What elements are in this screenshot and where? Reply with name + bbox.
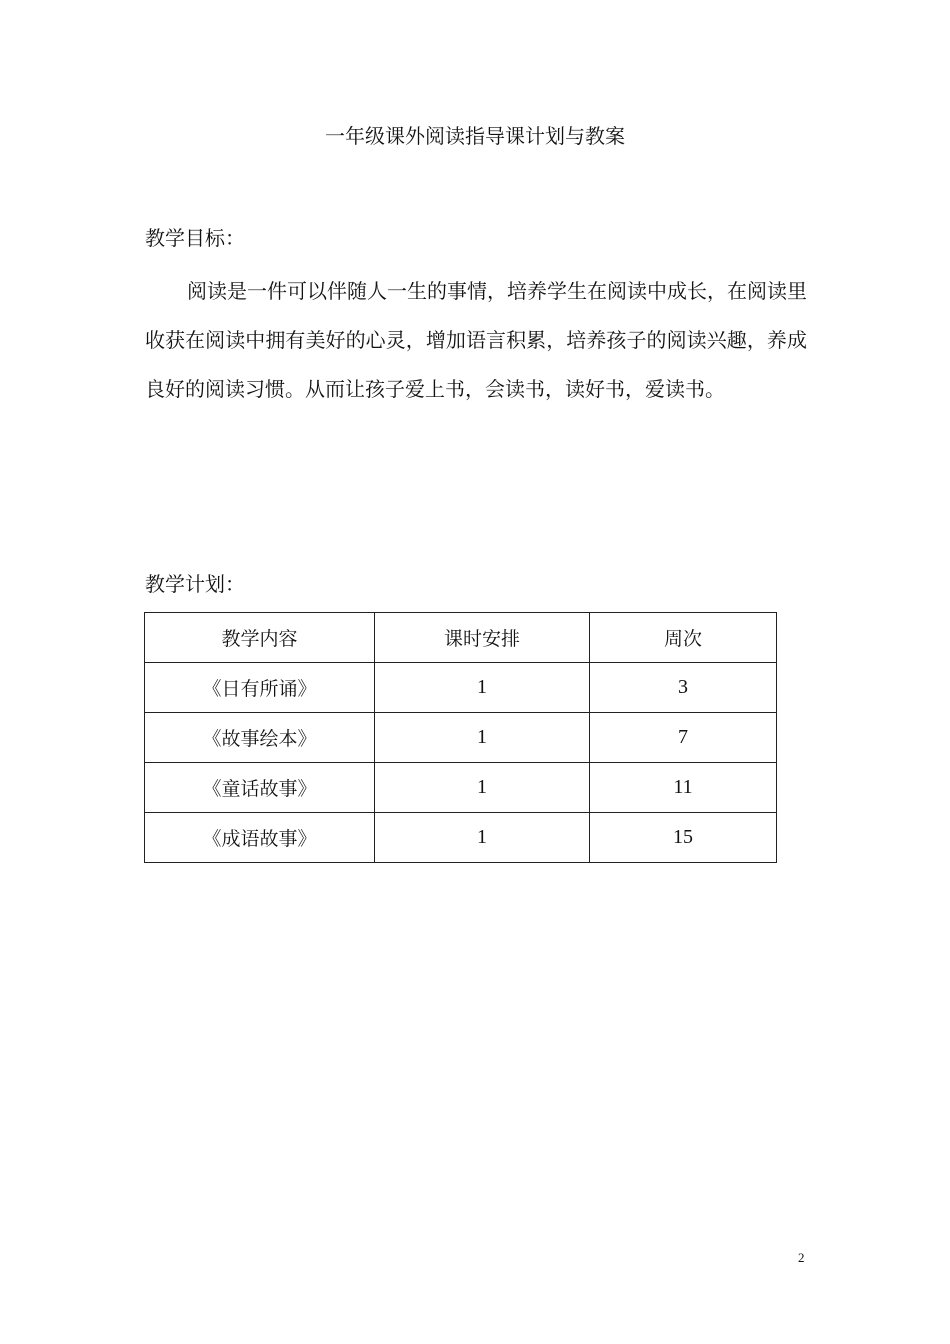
cell-hours: 1 [375, 663, 590, 713]
cell-content: 《故事绘本》 [145, 713, 375, 763]
header-week: 周次 [590, 613, 777, 663]
page-number: 2 [798, 1250, 805, 1265]
table-row [145, 663, 777, 713]
header-teaching-content: 教学内容 [145, 613, 375, 663]
teaching-plan-label: 教学计划： [145, 572, 245, 596]
cell-week: 15 [590, 813, 777, 863]
cell-hours: 1 [375, 813, 590, 863]
header-class-hours: 课时安排 [375, 613, 590, 663]
cell-content: 《童话故事》 [145, 763, 375, 813]
table-row [145, 713, 777, 763]
teaching-goal-paragraph: 阅读是一件可以伴随人一生的事情，培养学生在阅读中成长，在阅读里收获在阅读中拥有美好的心灵，增加语言积累，培养孩子的阅读兴趣，养成良好的阅读习惯。从而让孩子爱上书，会读书，读好书，爱读书。 [145, 279, 807, 401]
cell-week: 3 [590, 663, 777, 713]
cell-hours: 1 [375, 763, 590, 813]
cell-week: 7 [590, 713, 777, 763]
teaching-goal-label: 教学目标： [145, 226, 245, 250]
cell-content: 《日有所诵》 [145, 663, 375, 713]
teaching-plan-table [144, 612, 777, 863]
cell-hours: 1 [375, 713, 590, 763]
table-row [145, 763, 777, 813]
table-header-row [145, 613, 777, 663]
table-row [145, 813, 777, 863]
cell-content: 《成语故事》 [145, 813, 375, 863]
cell-week: 11 [590, 763, 777, 813]
document-title: 一年级课外阅读指导课计划与教案 [325, 124, 625, 148]
